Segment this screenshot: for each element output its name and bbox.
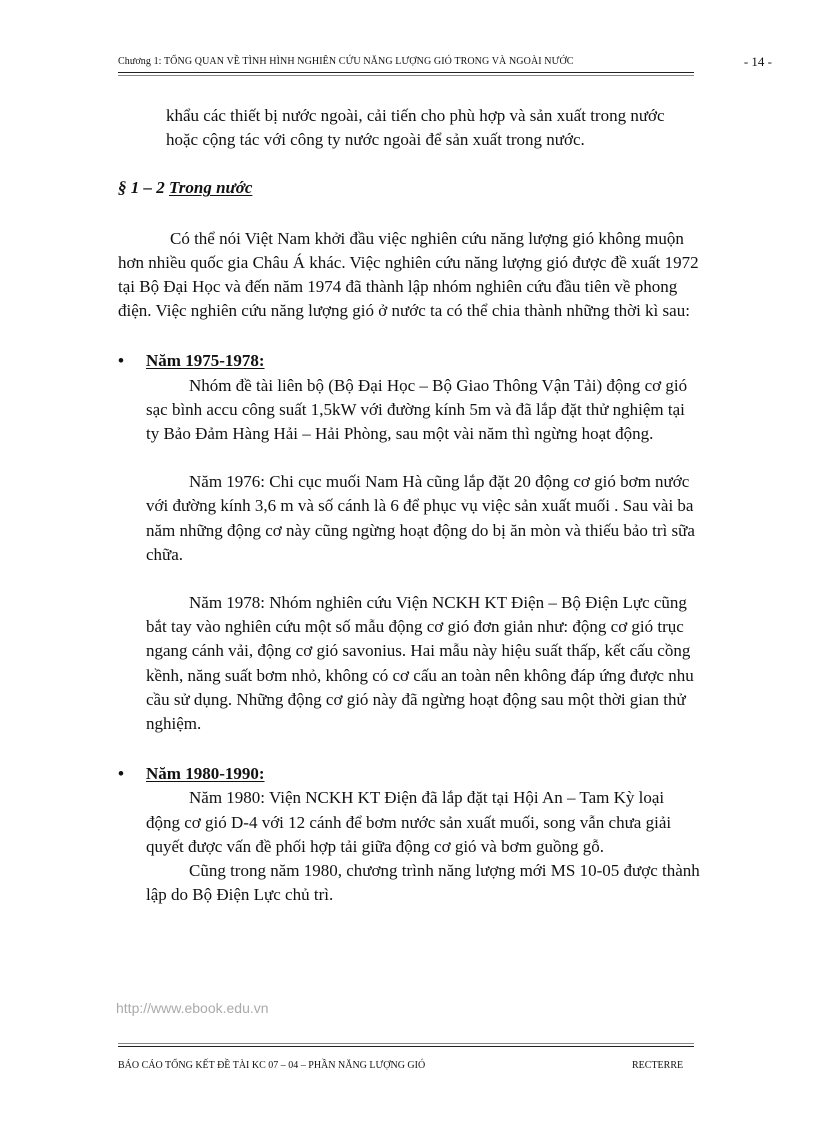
- intro-paragraph: Có thể nói Việt Nam khởi đầu việc nghiên cứu năng lượng gió không muộn hơn nhiều quốc gia Châu Á khác. Việc nghiên cứu năng lượng gió được đề xuất 1972 tại Bộ Đại Học và đến năm 1974 đã thành lập nhóm nghiên cứu đầu tiên về phong điện. Việc nghiên cứu năng lượng gió ở nước ta có thể chia thành những thời kì sau:: [118, 228, 699, 321]
- bullet-icon: •: [118, 351, 124, 371]
- footer-rule-secondary: [118, 1046, 694, 1047]
- organization-name: RECTERRE: [632, 1060, 684, 1071]
- period-paragraph: Năm 1978: Nhóm nghiên cứu Viện NCKH KT Điện – Bộ Điện Lực cũng bắt tay vào nghiên cứu một số mẫu động cơ gió đơn giản như: động cơ gió trục ngang cánh vải, động cơ gió savonius. Hai mẫu này hiệu suất thấp, kết cấu cồng kềnh, năng suất bơm nhỏ, không có cơ cấu an toàn nên không đáp ứng được nhu cầu sử dụng. Những động cơ gió này đã ngừng hoạt động sau một thời gian thử nghiệm.: [146, 593, 694, 734]
- period-title: Năm 1975-1978:: [146, 351, 265, 371]
- period-item: [118, 349, 700, 736]
- continuation-paragraph: khẩu các thiết bị nước ngoài, cải tiến cho phù hợp và sản xuất trong nước hoặc cộng tác với công ty nước ngoài để sản xuất trong nước.: [166, 106, 665, 150]
- bullet-icon: •: [118, 764, 124, 784]
- page-content: [118, 104, 700, 907]
- section-number: § 1 – 2: [118, 178, 165, 198]
- report-title: BÁO CÁO TỔNG KẾT ĐỀ TÀI KC 07 – 04 – PHẦN NĂNG LƯỢNG GIÓ: [118, 1060, 426, 1071]
- chapter-title: Chương 1: TỔNG QUAN VỀ TÌNH HÌNH NGHIÊN CỨU NĂNG LƯỢNG GIÓ TRONG VÀ NGOÀI NƯỚC: [118, 56, 574, 67]
- watermark-link[interactable]: http://www.ebook.edu.vn: [116, 1000, 269, 1016]
- section-heading: [118, 176, 700, 200]
- header-rule-secondary: [118, 75, 694, 76]
- section-title: Trong nước: [169, 178, 253, 198]
- period-paragraph: Nhóm đề tài liên bộ (Bộ Đại Học – Bộ Giao Thông Vận Tải) động cơ gió sạc bình accu công suất 1,5kW với đường kính 5m và đã lắp đặt thử nghiệm tại ty Bảo Đảm Hàng Hải – Hải Phòng, sau một vài năm thì ngừng hoạt động.: [146, 375, 688, 444]
- footer-rule: [118, 1043, 694, 1044]
- period-paragraph: Cũng trong năm 1980, chương trình năng lượng mới MS 10-05 được thành lập do Bộ Điện Lực chủ trì.: [146, 861, 700, 905]
- period-paragraph: Năm 1976: Chi cục muối Nam Hà cũng lắp đặt 20 động cơ gió bơm nước với đường kính 3,6 m và số cánh là 6 để phục vụ việc sản xuất muối . Sau vài ba năm những động cơ này cũng ngừng hoạt động do bị ăn mòn và thiếu bảo trì sữa chữa.: [146, 472, 695, 564]
- period-paragraph: Năm 1980: Viện NCKH KT Điện đã lắp đặt tại Hội An – Tam Kỳ loại động cơ gió D-4 với 12 cánh để bơm nước sản xuất muối, song vẫn chưa giải quyết được vấn đề phối hợp tải giữa động cơ gió và bơm guồng gỗ.: [146, 788, 672, 856]
- period-item: [118, 762, 700, 907]
- page-number: - 14 -: [743, 54, 772, 69]
- period-title: Năm 1980-1990:: [146, 764, 265, 784]
- header-rule: [118, 72, 694, 73]
